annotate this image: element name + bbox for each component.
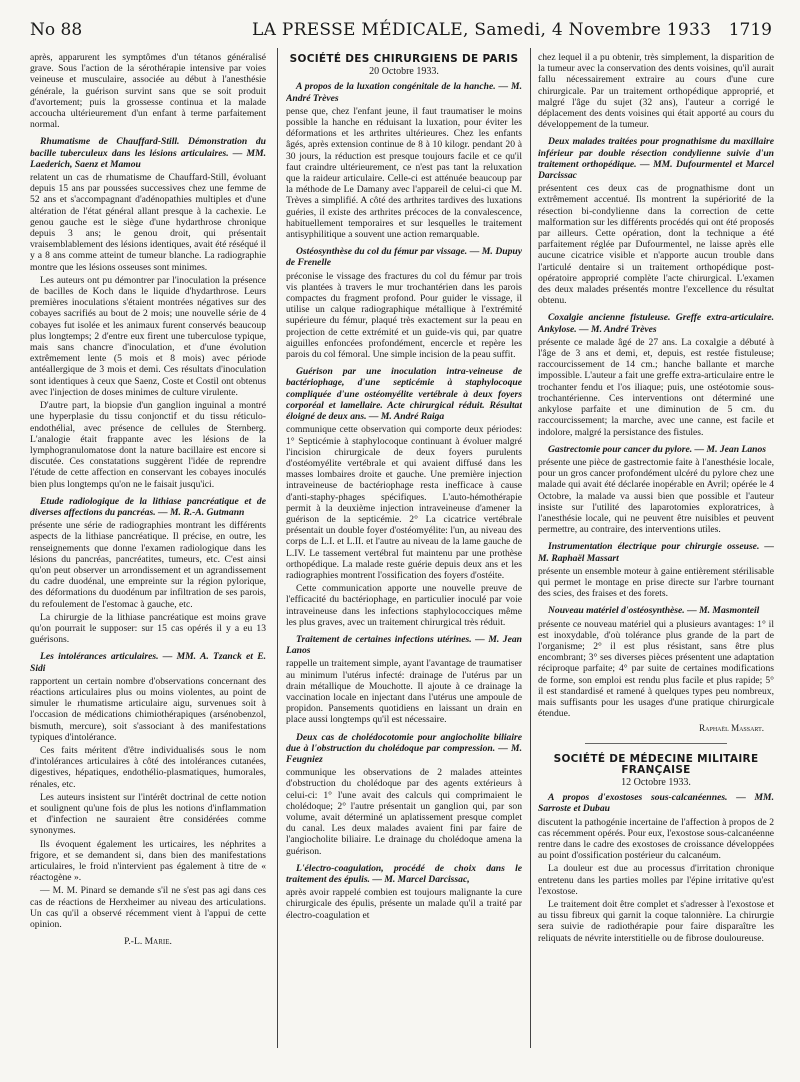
page-header xyxy=(30,20,772,42)
paragraph: rappelle un traitement simple, ayant l'avantage de traumatiser au minimum l'utérus infecté: drainage de l'utérus par un drain métallique de Mouchotte. Il ajoute à ce drainage la vaccination locale en injectant dans l'utérus une ampoule de propidon. Pansements quotidiens en laissant un drain en place aussi longtemps qu'il est nécessaire. xyxy=(286,658,522,726)
column-3 xyxy=(538,52,774,1072)
article-title: Les intolérances articulaires. — MM. A. Tzanck et E. Sidi xyxy=(30,651,266,674)
article-title: Coxalgie ancienne fistuleuse. Greffe extra-articulaire. Ankylose. — M. André Trèves xyxy=(538,312,774,335)
paragraph: pense que, chez l'enfant jeune, il faut traumatiser le moins possible la hanche en réduisant la luxation, pour éviter les déformations et les arthrites ultérieures. Chez les enfants âgés, après extension continue de 8 à 10 kilogr. pendant 20 à 30 jours, la réduction est presque toujours facile et ce qu'il faut craindre ultérieurement, ce n'est pas tant la reluxation que la raideur articulaire. Celle-ci est atténuée beaucoup par la méthode de Le Damany avec l'appareil de celui-ci que M. Trèves a simplifié. A côté des arthrites tardives des luxations guéries, il existe des arthrites précoces de la convalescence, habituellement temporaires et sur lesquelles le traitement antisyphilitique a souvent une action remarquable. xyxy=(286,105,522,241)
page-number: 1719 xyxy=(728,20,772,40)
article-title: Rhumatisme de Chauffard-Still. Démonstration du bacille tuberculeux dans les lésions articulaires. — MM. Laederich, Saenz et Mamou xyxy=(30,136,266,170)
issue-number: No 88 xyxy=(30,20,83,40)
paragraph: Le traitement doit être complet et s'adresser à l'exostose et au tissu fibreux qui garnit la coque talonnière. La chirurgie sera suivie de radiothérapie pour faire disparaître les reliquats de névrite interstitielle ou de fibrose douloureuse. xyxy=(538,899,774,944)
paragraph: Les auteurs ont pu démontrer par l'inoculation la présence de bacilles de Koch dans le liquide d'hydarthrose. Leurs premières inoculations s'étaient montrées négatives sur des cobayes sacrifiés au bout de 2 mois; une nouvelle série de 4 cobayes fut isolée et les animaux furent conservés beaucoup plus longtemps; 2 d'entre eux firent une tuberculose typique, mais sans chancre d'inoculation, et d'une évolution extrêmement lente (5 mois et 8 mois) avec période antéallergique de 3 mois et demi. Ces résultats d'inoculation sont identiques à ceux que Saenz, Coste et Costil ont obtenus avec l'injection de doses minimes de culture virulente. xyxy=(30,274,266,398)
column-divider xyxy=(277,48,278,1048)
paragraph: préconise le vissage des fractures du col du fémur par trois vis plantées à travers le mur trochantérien dans les parois compactes du fragment profond. Pour guider le vissage, il utilise un calque radiographique métallique à l'extrémité supérieure du fémur, plaqué très exactement sur la peau en projection de cette extrémité et un guide-vis qui, par quatre aiguilles enfoncées profondément, encercle et repère les parois du col fémoral. Une simple incision de la peau suffit. xyxy=(286,270,522,361)
article-title: A propos d'exostoses sous-calcanéennes. — MM. Sarroste et Dubau xyxy=(538,792,774,815)
paragraph: communique cette observation qui comporte deux périodes: 1° Septicémie à staphylocoque continuant à évoluer malgré l'incision chirurgicale de deux foyers purulents d'ostéomyélite vertébrale et qui avaient diffusé dans les masses lombaires droite et gauche. Une première injection intraveineuse de bactériophage resta inefficace à cause d'anti-staphy-phages spécifiques. L'auto-hémothérapie permit à la deuxième injection intraveineuse d'amener la guérison de la septicémie. 2° La cicatrice vertébrale présentait un double foyer d'ostéomyélite: l'un, au niveau des corps de L.I. et L.II. et l'autre au niveau de la lame gauche de L.IV. Le tassement vertébral fut maintenu par une prothèse orthopédique. La malade reste guérie depuis deux ans et les radiographies montrent l'ossification des foyers d'ostéite. xyxy=(286,424,522,581)
author-signature: P.-L. Marie. xyxy=(124,936,172,948)
paragraph: présentent ces deux cas de prognathisme dont un extrêmement accentué. Ils montrent la supériorité de la résection bi-condylienne dans la correction de cette malformation sur les différents procédés qui ont été proposés par ailleurs. Cette opération, dont la technique a été parfaitement réglée par Dufourmentel, ne laisse après elle aucune cicatrice visible et n'apporte aucun trouble dans l'articulé dentaire si un traitement orthopédique post-opératoire approprié complète l'acte chirurgical. L'examen des deux malades présentés montre l'excellence du résultat obtenu. xyxy=(538,183,774,307)
paragraph: rapportent un certain nombre d'observations concernant des réactions articulaires plus ou moins violentes, au point de simuler le rhumatisme articulaire aigu, survenues soit à l'occasion de médications chimiothérapiques (arsénobenzol, bismuth, mercure), soit s'associant à des manifestations typiques d'intolérance. xyxy=(30,675,266,743)
paragraph: présente ce nouveau matériel qui a plusieurs avantages: 1° il est inoxydable, d'où tolérance plus grande de la part de l'organisme; 2° il est plus résistant, sans être plus encombrant; 3° ses diverses pièces présentent une adaptation réciproque parfaite; 4° par suite de certaines modifications de forme, son emploi est rendu plus facile et plus rapide; 5° il est standardisé et ramené à quelques types peu nombreux, mais suffisants pour les usages d'une pratique chirurgicale étendue. xyxy=(538,618,774,720)
paragraph: Ces faits méritent d'être individualisés sous le nom d'intolérances articulaires à côté des intolérances cutanées, digestives, hépatiques, endothélio-plasmatiques, humorales, rénales, etc. xyxy=(30,744,266,790)
article-title: Etude radiologique de la lithiase pancréatique et de diverses affections du pancréas. — M. R.-A. Gutmann xyxy=(30,495,266,518)
paragraph: relatent un cas de rhumatisme de Chauffard-Still, évoluant depuis 15 ans par poussées successives chez une femme de 52 ans et s'accompagnant d'adénopathies multiples et d'une altération de l'état général allant presque à la cachexie. Le genou gauche est le siège d'une hydarthrose chronique depuis 3 ans; le genou droit, qui présentait vraisemblablement des lésions identiques, avait été réséqué il y a 8 ans comme atteint de tumeur blanche. La radiographie montre que les lésions osseuses sont minimes. xyxy=(30,172,266,273)
column-2 xyxy=(286,52,522,1072)
article-title: Traitement de certaines infections utérines. — M. Jean Lanos xyxy=(286,633,522,657)
section-separator xyxy=(585,743,727,744)
article-title: Deux malades traitées pour prognathisme du maxillaire inférieur par double résection condylienne suivie d'un traitement orthopédique. — MM. Dufourmentel et Marcel Darcissac xyxy=(538,136,774,182)
author-signature: Raphaël Massart. xyxy=(699,723,764,734)
paragraph: présente un ensemble moteur à gaine entièrement stérilisable qui permet le montage en prise directe sur l'arbre tournant des scies, des fraises et des forets. xyxy=(538,565,774,600)
paragraph: Cette communication apporte une nouvelle preuve de l'efficacité du bactériophage, en particulier inoculé par voie intraveineuse dans les infections staphylococciques même les plus graves, avec un traitement chirurgical très réduit. xyxy=(286,583,522,628)
article-title: Deux cas de cholédocotomie pour angiocholite biliaire due à l'obstruction du cholédoque par compression. — M. Feugniez xyxy=(286,731,522,765)
paragraph: discutent la pathogénie incertaine de l'affection à propos de 2 cas récemment opérés. Pour eux, l'exostose sous-calcanéenne rentre dans le cadre des exostoses de croissance développées au point d'ossification postérieur du calcanéum. xyxy=(538,816,774,862)
paragraph: après, apparurent les symptômes d'un tétanos généralisé grave. Sous l'action de la sérothérapie intensive par voies veineuse et musculaire, associée au début à l'anesthésie générale, la guérison survint sans que se soit produit d'avortement; puis la grossesse continua et la malade accoucha ultérieurement d'un enfant à terme parfaitement normal. xyxy=(30,52,266,131)
paragraph: présente une série de radiographies montrant les différents aspects de la lithiase pancréatique. Il précise, en outre, les renseignements que donne l'examen radiologique dans les lésions du pancréas, pancréatites, tumeurs, etc. C'est ainsi qu'on peut observer un arrondissement et un agrandissement du cadre duodénal, une empreinte sur la région pylorique, des déformations du duodénum par infiltration de ses parois, du refoulement de l'estomac à gauche, etc. xyxy=(30,520,266,610)
article-title: Ostéosynthèse du col du fémur par vissage. — M. Dupuy de Frenelle xyxy=(286,246,522,269)
section-date: 20 Octobre 1933. xyxy=(369,66,439,78)
article-title: A propos de la luxation congénitale de la hanche. — M. André Trèves xyxy=(286,81,522,104)
paragraph: présente une pièce de gastrectomie faite à l'anesthésie locale, pour un gros cancer profondément ulcéré du pylore chez une malade qui avait été déclarée inopérable en Avril; opérée le 4 Octobre, la malade va aussi bien que possible et l'auteur insiste sur l'utilité des laparotomies exploratrices, à l'anesthésie locale, qui ne peuvent être nuisibles et peuvent permettre, au contraire, des interventions utiles. xyxy=(538,456,774,536)
paragraph: D'autre part, la biopsie d'un ganglion inguinal a montré une hyperplasie du tissu conjonctif et du tissu réticulo-endothélial, avec présence de cellules de Sternberg. L'analogie était frappante avec les lésions de la lymphogranulomatose dont la nature bacillaire est encore si discutée. Ces constatations suggèrent l'idée de reprendre l'étude de cette affection en conservant les cobayes inoculés bien plus longtemps qu'on ne le faisait jusqu'ici. xyxy=(30,400,266,490)
journal-title: LA PRESSE MÉDICALE, Samedi, 4 Novembre 1933 xyxy=(252,20,712,40)
paragraph: chez lequel il a pu obtenir, très simplement, la disparition de la tumeur avec la conservation des dents voisines, qu'il aurait fallu nécessairement extraire au cours d'une cure chirurgicale. Par un traitement orthopédique approprié, et malgré l'âge du sujet (32 ans), l'auteur a corrigé le déplacement des dents voisines qui était apporté au cours du développement de la tumeur. xyxy=(538,52,774,131)
article-title: Gastrectomie pour cancer du pylore. — M. Jean Lanos xyxy=(548,443,766,455)
article-title: Guérison par une inoculation intra-veineuse de bactériophage, d'une septicémie à staphylocoque compliquée d'une ostéomyélite vertébrale à deux foyers corporéal et lamellaire. Acte chirurgical réduit. Résultat éloigné de deux ans. — M. André Raiga xyxy=(286,366,522,423)
article-title: Nouveau matériel d'ostéosynthèse. — M. Masmonteil xyxy=(548,605,760,617)
section-heading: SOCIÉTÉ DE MÉDECINE MILITAIRE FRANÇAISE xyxy=(553,752,759,776)
paragraph: communique les observations de 2 malades atteintes d'obstruction du cholédoque par des agents extérieurs à celui-ci: 1° l'une avait des calculs qui comprimaient le cholédoque; 2° l'autre présentait un ganglion qui, par son volume, avait déterminé un aplatissement presque complet du canal. Les deux malades avaient fini par faire de l'angiocholite biliaire. Le drainage du cholédoque amena la guérison. xyxy=(286,767,522,857)
article-title: Instrumentation électrique pour chirurgie osseuse. — M. Raphaël Massart xyxy=(538,541,774,564)
paragraph: La chirurgie de la lithiase pancréatique est moins grave qu'on pourrait le supposer: sur 15 cas opérés il y a eu 13 guérisons. xyxy=(30,611,266,646)
column-divider xyxy=(530,48,531,1048)
paragraph: après avoir rappelé combien est toujours malignante la cure chirurgicale des épulis, présente un malade qu'il a traité par électro-coagulation et xyxy=(286,887,522,921)
paragraph: — M. M. Pinard se demande s'il ne s'est pas agi dans ces cas de réactions de Herxheimer au niveau des articulations. Un cas qu'il a observé récemment vient à l'appui de cette opinion. xyxy=(30,885,266,931)
column-1 xyxy=(30,52,266,1072)
paragraph: Les auteurs insistent sur l'intérêt doctrinal de cette notion et soulignent qu'une fois de plus les notions d'inflammation et d'infection ne sauraient être considérées comme synonymes. xyxy=(30,791,266,837)
paragraph: présente ce malade âgé de 27 ans. La coxalgie a débuté à l'âge de 3 ans et demi, et, depuis, est restée fistuleuse; raccourcissement de 14 cm.; hanche ballante et marche impossible. L'auteur a fait une greffe extra-articulaire entre le trochanter fendu et l'os iliaque; puis, une ostéotomie sous-trochantérienne. Ces interventions ont déterminé une ankylose parfaite et une diminution de 5 cm. du raccourcissement; la marche, avec une canne, est facile et indolore, malgré la persistance des fistules. xyxy=(538,336,774,438)
section-date: 12 Octobre 1933. xyxy=(621,776,691,788)
article-title: L'électro-coagulation, procédé de choix dans le traitement des épulis. — M. Marcel Darcissac, xyxy=(286,862,522,886)
section-heading: SOCIÉTÉ DES CHIRURGIENS DE PARIS xyxy=(289,53,519,65)
paragraph: Ils évoquent également les urticaires, les néphrites a frigore, et se demandent si, dans bien des manifestations articulaires, le froid n'intervient pas également à titre de « réactogène ». xyxy=(30,838,266,884)
paragraph: La douleur est due au processus d'irritation chronique entretenu dans les parties molles par l'épine irritative qu'est l'exostose. xyxy=(538,863,774,897)
